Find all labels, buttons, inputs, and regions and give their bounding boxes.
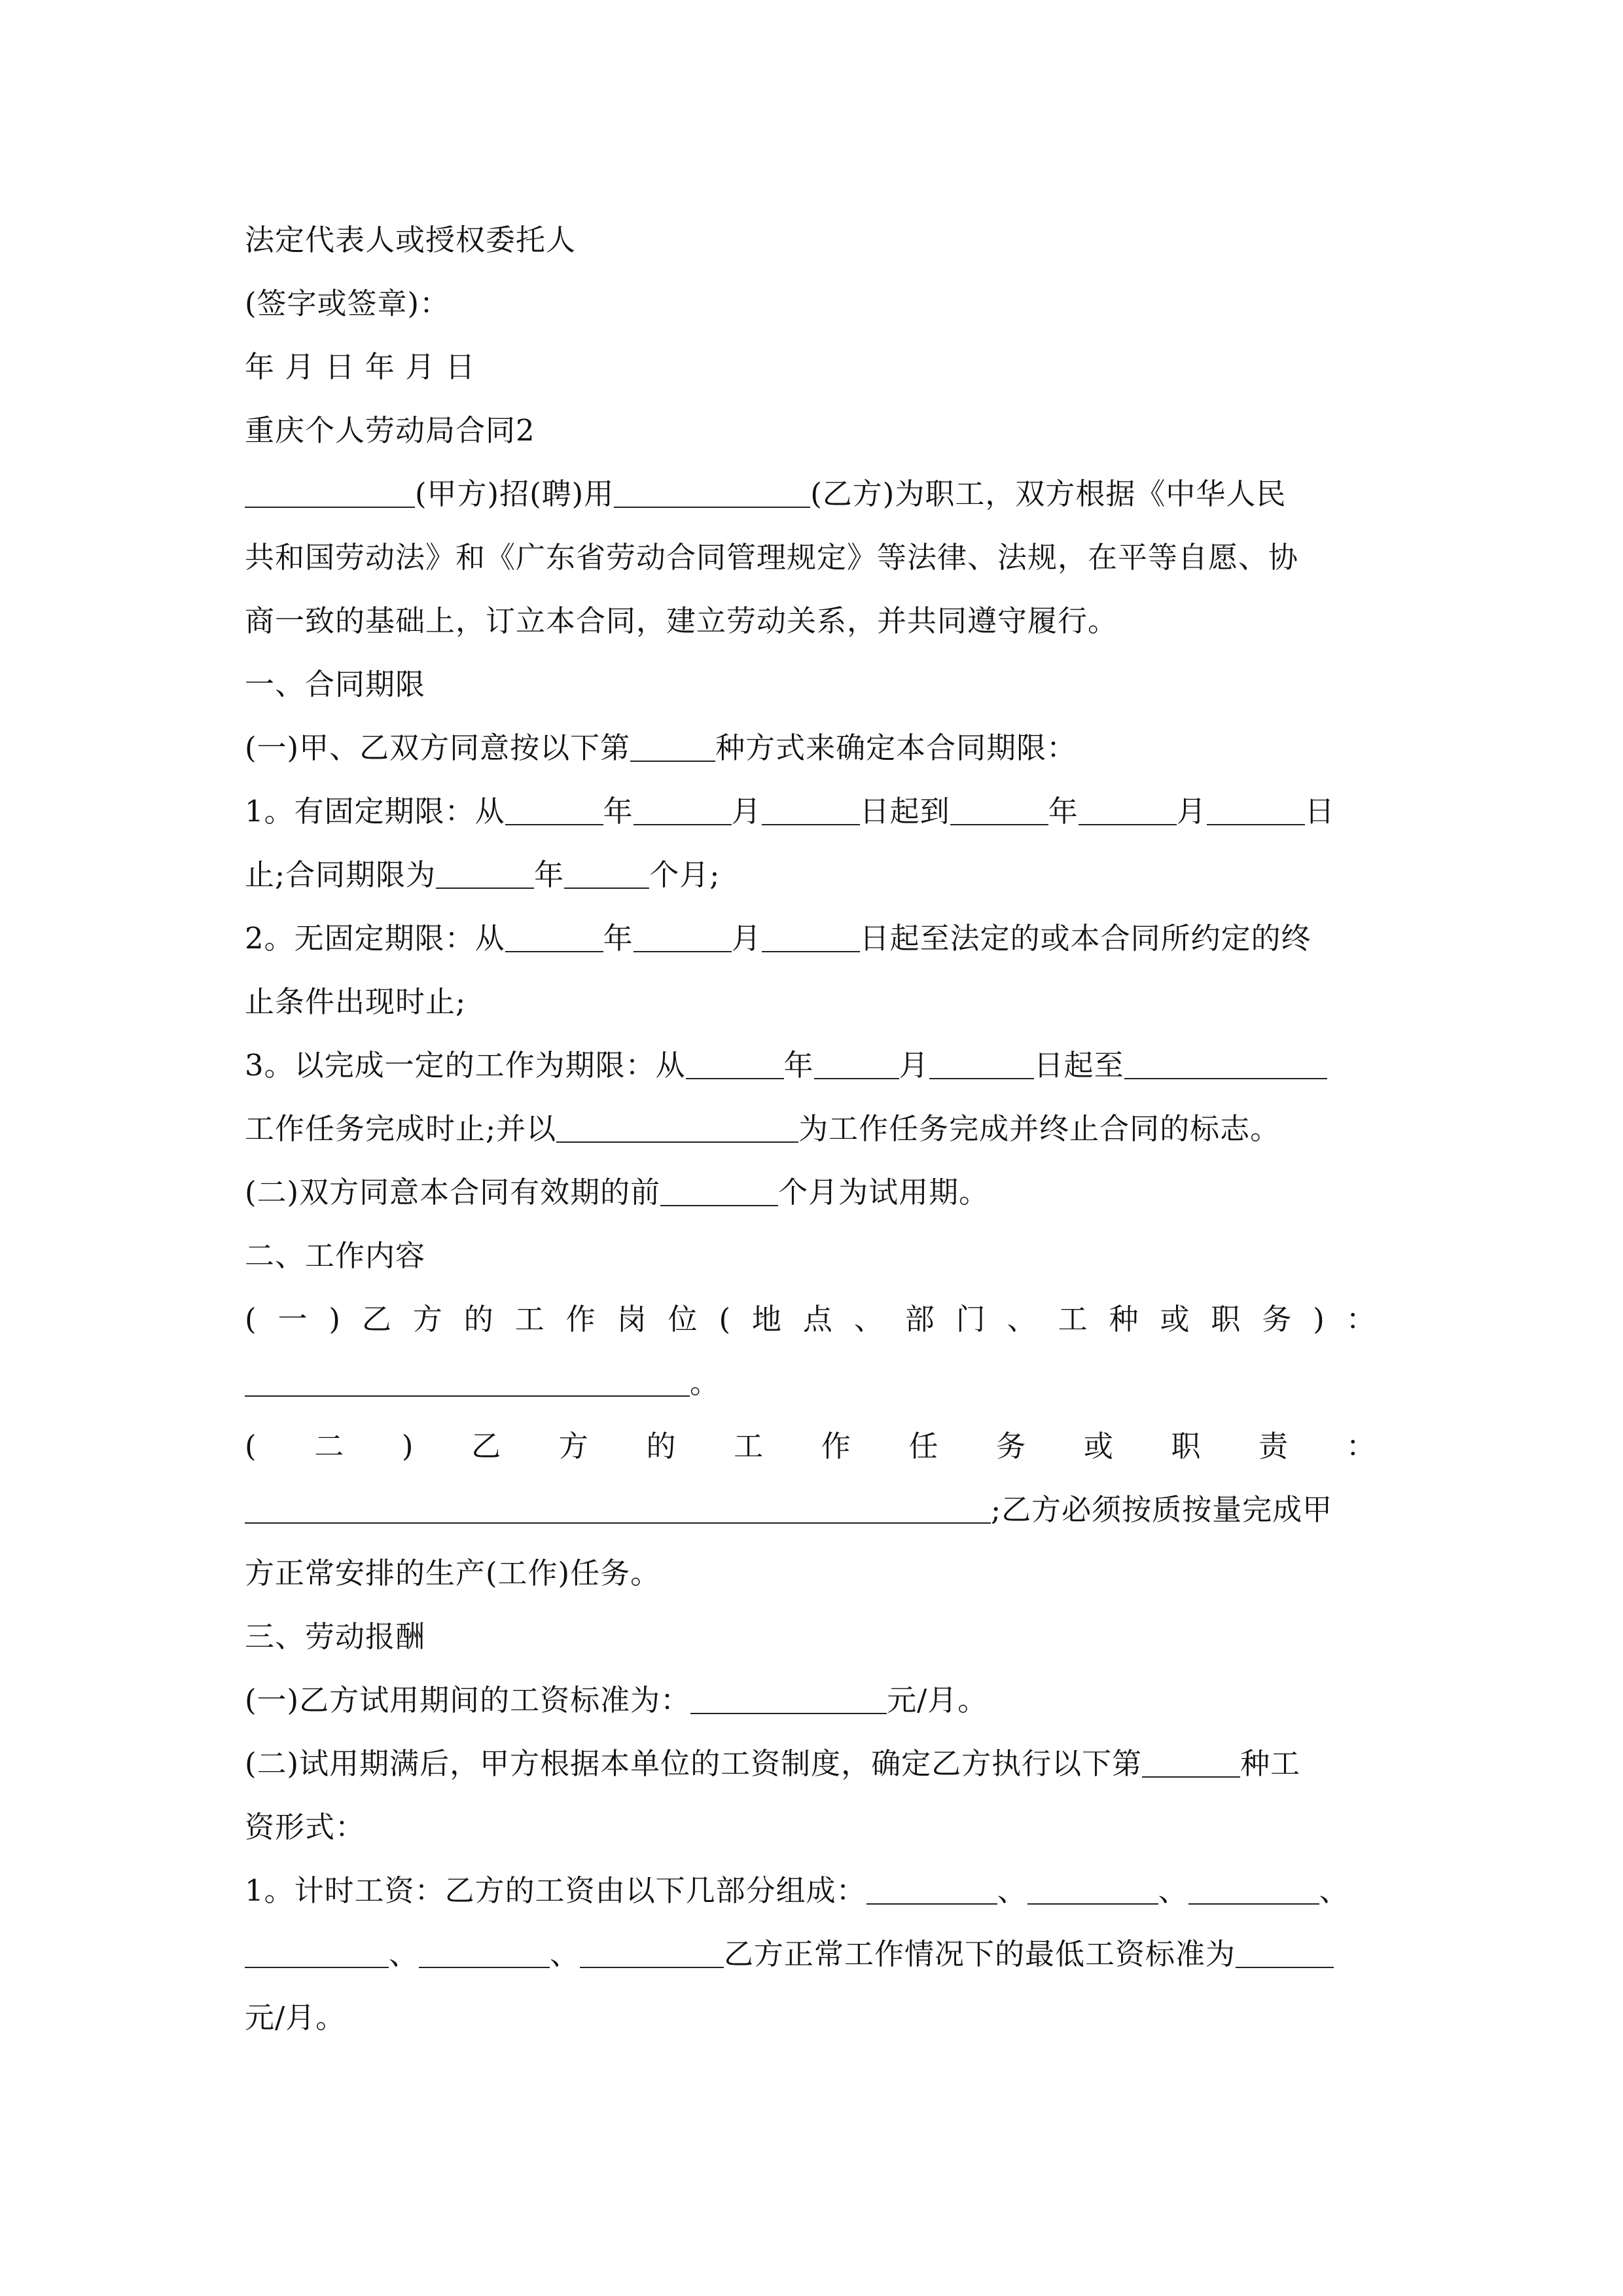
- section-1-heading: 一、合同期限: [245, 667, 426, 702]
- party-b-blank: [614, 476, 810, 508]
- wage-form-blank: [1142, 1746, 1240, 1778]
- open-term-line-1: 2。无固定期限：从 年 月 日起至法定的或本合同所约定的终: [245, 921, 1311, 956]
- job-duties-line-3: 方正常安排的生产(工作)任务。: [245, 1556, 661, 1590]
- probation-wage-blank: [690, 1683, 887, 1714]
- job-position-blank-line: 。: [245, 1351, 1376, 1414]
- signature-label: 法定代表人或授权委托人: [245, 223, 577, 257]
- task-term-line-2: 工作任务完成时止;并以 为工作任务完成并终止合同的标志。: [245, 1111, 1281, 1146]
- method-blank: [630, 730, 715, 762]
- section-2-heading: 二、工作内容: [245, 1238, 426, 1273]
- party-a-blank: [245, 476, 415, 508]
- hourly-wage-line-2: 、 、 乙方正常工作情况下的最低工资标准为: [245, 1922, 1376, 1986]
- job-duties-blank: [245, 1492, 991, 1524]
- min-wage-blank: [1236, 1937, 1334, 1968]
- wage-form-line-1: (二)试用期满后，甲方根据本单位的工资制度，确定乙方执行以下第 种工: [245, 1746, 1301, 1781]
- job-duties-blank-line: ;乙方必须按质按量完成甲: [245, 1478, 1376, 1541]
- intro-line-2: 共和国劳动法》和《广东省劳动合同管理规定》等法律、法规，在平等自愿、协: [245, 540, 1299, 575]
- contract-title: 重庆个人劳动局合同2: [245, 413, 535, 448]
- hourly-wage-line-1: 1。计时工资：乙方的工资由以下几部分组成： 、 、 、: [245, 1873, 1349, 1908]
- job-duties-line: ( 二 ) 乙 方 的 工 作 任 务 或 职 责 ：: [245, 1429, 1376, 1463]
- open-term-line-2: 止条件出现时止;: [245, 984, 467, 1019]
- job-position-blank: [245, 1365, 690, 1397]
- job-position-line: ( 一 ) 乙 方 的 工 作 岗 位 ( 地 点 、 部 门 、 工 种 或 职 务 ) ：: [245, 1302, 1376, 1336]
- intro-line-3: 商一致的基础上，订立本合同，建立劳动关系，并共同遵守履行。: [245, 603, 1118, 638]
- task-term-line-1: 3。以完成一定的工作为期限：从 年 月 日起至: [245, 1033, 1376, 1097]
- section-3-heading: 三、劳动报酬: [245, 1619, 426, 1654]
- fixed-term-line-1: 1。有固定期限：从 年 月 日起到 年 月 日: [245, 794, 1335, 829]
- signature-note: (签字或签章)：: [245, 286, 450, 321]
- signature-date: 年 月 日 年 月 日: [245, 350, 476, 384]
- fixed-term-line-2: 止;合同期限为 年 个月;: [245, 857, 721, 892]
- intro-line-1: (甲方)招(聘)用 (乙方)为职工，双方根据《中华人民: [245, 462, 1376, 526]
- wage-form-line-2: 资形式：: [245, 1810, 366, 1844]
- term-method-line: (一)甲、乙双方同意按以下第 种方式来确定本合同期限：: [245, 730, 1077, 765]
- probation-wage-line: (一)乙方试用期间的工资标准为： 元/月。: [245, 1683, 988, 1717]
- probation-line: (二)双方同意本合同有效期的前 个月为试用期。: [245, 1175, 990, 1210]
- document-body: [245, 208, 1376, 2049]
- hourly-wage-line-3: 元/月。: [245, 2000, 346, 2035]
- probation-months-blank: [660, 1175, 778, 1206]
